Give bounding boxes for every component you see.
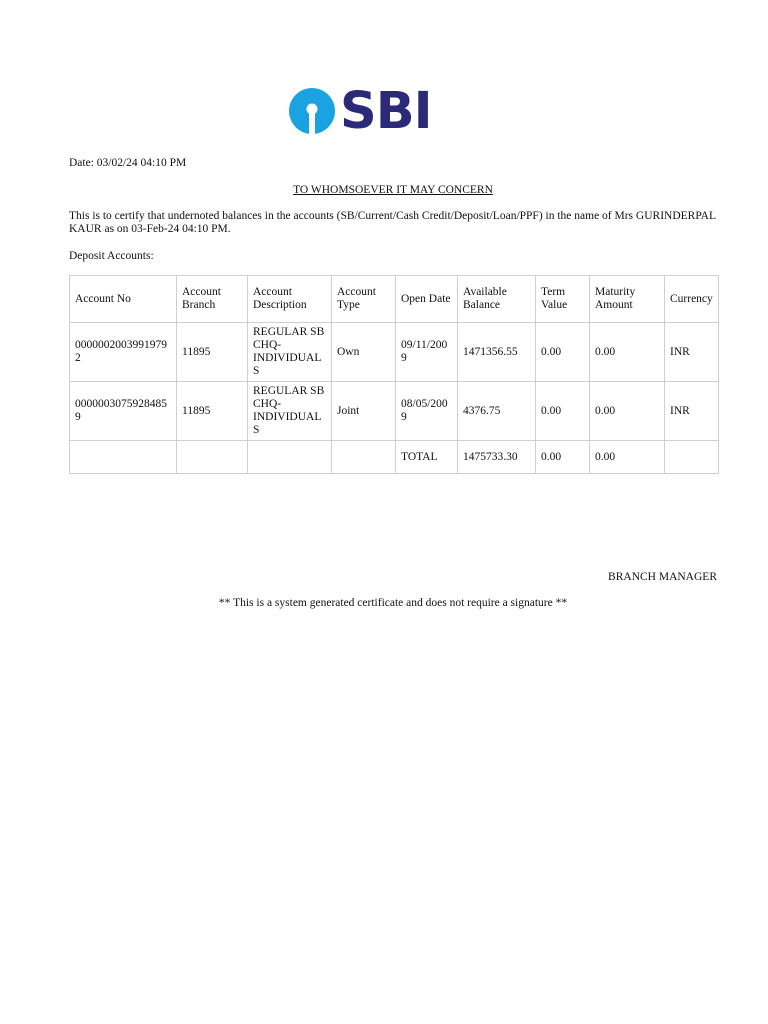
total-term-value-cell: 0.00: [536, 441, 590, 474]
branch-manager-signatory: BRANCH MANAGER: [608, 571, 717, 583]
open-date-cell: 09/11/2009: [396, 323, 458, 382]
header-cell: Available Balance: [458, 276, 536, 323]
total-cell: [332, 441, 396, 474]
account-branch-cell: 11895: [177, 382, 248, 441]
table-header-row: [70, 276, 719, 323]
account-no-cell: 00000030759284859: [70, 382, 177, 441]
maturity-amount-cell: 0.00: [590, 382, 665, 441]
header-cell: Maturity Amount: [590, 276, 665, 323]
sbi-logo: [288, 82, 432, 141]
header-cell: Open Date: [396, 276, 458, 323]
sbi-logo-icon: [288, 86, 336, 136]
account-type-cell: Joint: [332, 382, 396, 441]
table-row: [70, 382, 719, 441]
account-description-cell: REGULAR SB CHQ-INDIVIDUALS: [248, 323, 332, 382]
account-description-cell: REGULAR SB CHQ-INDIVIDUALS: [248, 382, 332, 441]
available-balance-cell: 1471356.55: [458, 323, 536, 382]
total-cell: [248, 441, 332, 474]
account-type-cell: Own: [332, 323, 396, 382]
header-cell: Account No: [70, 276, 177, 323]
currency-cell: INR: [665, 323, 719, 382]
total-balance-cell: 1475733.30: [458, 441, 536, 474]
table-total-row: [70, 441, 719, 474]
total-cell: [70, 441, 177, 474]
currency-cell: INR: [665, 382, 719, 441]
header-cell: Term Value: [536, 276, 590, 323]
certificate-date: Date: 03/02/24 04:10 PM: [69, 157, 187, 169]
total-cell: [177, 441, 248, 474]
term-value-cell: 0.00: [536, 323, 590, 382]
header-cell: Account Type: [332, 276, 396, 323]
header-cell: Currency: [665, 276, 719, 323]
total-label-cell: TOTAL: [396, 441, 458, 474]
total-cell: [665, 441, 719, 474]
header-cell: Account Description: [248, 276, 332, 323]
certificate-intro: This is to certify that undernoted balances in the accounts (SB/Current/Cash Credit/Deposit/Loan/PPF) in the name of Mrs GURINDERPAL KAUR as on 03-Feb-24 04:10 PM.: [69, 210, 716, 235]
sbi-logo-text: SBI: [340, 82, 432, 141]
certificate-heading: TO WHOMSOEVER IT MAY CONCERN: [293, 184, 493, 196]
total-maturity-cell: 0.00: [590, 441, 665, 474]
term-value-cell: 0.00: [536, 382, 590, 441]
open-date-cell: 08/05/2009: [396, 382, 458, 441]
available-balance-cell: 4376.75: [458, 382, 536, 441]
table-row: [70, 323, 719, 382]
account-branch-cell: 11895: [177, 323, 248, 382]
account-no-cell: 00000020039919792: [70, 323, 177, 382]
maturity-amount-cell: 0.00: [590, 323, 665, 382]
deposit-accounts-label: Deposit Accounts:: [69, 250, 154, 262]
system-generated-note: ** This is a system generated certificate and does not require a signature **: [218, 597, 568, 609]
deposit-accounts-table: [69, 275, 719, 474]
header-cell: Account Branch: [177, 276, 248, 323]
